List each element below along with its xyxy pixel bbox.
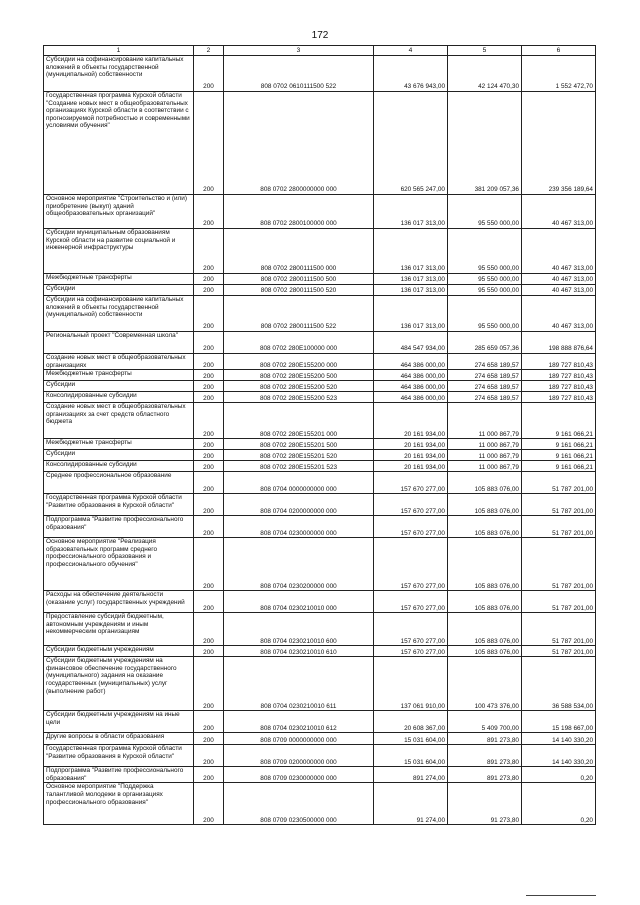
- row-value-4: 157 670 277,00: [374, 613, 448, 646]
- row-value-5: 891 273,80: [448, 745, 522, 767]
- row-kbk: 808 0702 280E155201 500: [224, 439, 374, 450]
- row-code: 200: [194, 392, 224, 403]
- table-row: [44, 657, 596, 711]
- row-name: Субсидии муниципальным образованиям Курской области на развитие социальной и инженерной инфраструктуры: [44, 229, 194, 274]
- row-value-6: 9 161 066,21: [522, 461, 596, 472]
- row-value-6: 239 356 189,64: [522, 92, 596, 195]
- row-code: 200: [194, 285, 224, 296]
- row-value-4: 15 031 604,00: [374, 733, 448, 745]
- row-name: Основное мероприятие "Реализация образовательных программ среднего профессионального образования и профессионального обучения": [44, 538, 194, 591]
- row-value-4: 137 061 910,00: [374, 657, 448, 711]
- row-name: Субсидии бюджетным учреждениям на иные цели: [44, 711, 194, 733]
- row-value-4: 20 161 934,00: [374, 403, 448, 439]
- row-value-6: 189 727 810,43: [522, 370, 596, 381]
- row-kbk: 808 0704 0230000000 000: [224, 516, 374, 538]
- row-value-4: 136 017 313,00: [374, 229, 448, 274]
- table-row: [44, 472, 596, 494]
- row-kbk: 808 0709 0230000000 000: [224, 767, 374, 783]
- row-code: 200: [194, 767, 224, 783]
- row-kbk: 808 0709 0000000000 000: [224, 733, 374, 745]
- table-row: [44, 195, 596, 229]
- table-row: [44, 494, 596, 516]
- row-value-6: 198 888 876,64: [522, 332, 596, 354]
- row-value-5: 95 550 000,00: [448, 274, 522, 285]
- row-value-5: 891 273,80: [448, 767, 522, 783]
- row-value-5: 95 550 000,00: [448, 285, 522, 296]
- row-kbk: 808 0702 280E100000 000: [224, 332, 374, 354]
- row-value-6: 40 467 313,00: [522, 274, 596, 285]
- row-value-6: 40 467 313,00: [522, 296, 596, 332]
- row-value-4: 15 031 604,00: [374, 745, 448, 767]
- row-code: 200: [194, 403, 224, 439]
- row-value-5: 95 550 000,00: [448, 296, 522, 332]
- row-kbk: 808 0702 2800100000 000: [224, 195, 374, 229]
- row-code: 200: [194, 439, 224, 450]
- row-code: 200: [194, 613, 224, 646]
- row-code: 200: [194, 538, 224, 591]
- table-row: [44, 92, 596, 195]
- column-header: 1: [44, 46, 194, 56]
- row-value-6: 189 727 810,43: [522, 354, 596, 370]
- row-value-6: 51 787 201,00: [522, 516, 596, 538]
- table-row: [44, 646, 596, 657]
- table-row: [44, 450, 596, 461]
- row-value-4: 157 670 277,00: [374, 591, 448, 613]
- column-header: 2: [194, 46, 224, 56]
- table-row: [44, 711, 596, 733]
- row-code: 200: [194, 56, 224, 92]
- row-code: 200: [194, 195, 224, 229]
- table-row: [44, 516, 596, 538]
- row-code: 200: [194, 657, 224, 711]
- row-value-4: 136 017 313,00: [374, 195, 448, 229]
- row-value-6: 40 467 313,00: [522, 195, 596, 229]
- row-value-5: 381 209 057,36: [448, 92, 522, 195]
- row-value-5: 11 000 867,79: [448, 461, 522, 472]
- row-kbk: 808 0702 0610111500 522: [224, 56, 374, 92]
- row-value-6: 51 787 201,00: [522, 538, 596, 591]
- row-value-4: 91 274,00: [374, 783, 448, 825]
- row-kbk: 808 0704 0000000000 000: [224, 472, 374, 494]
- row-value-6: 0,20: [522, 783, 596, 825]
- table-row: [44, 461, 596, 472]
- row-name: Субсидии бюджетным учреждениям: [44, 646, 194, 657]
- table-row: [44, 613, 596, 646]
- row-name: Среднее профессиональное образование: [44, 472, 194, 494]
- row-value-6: 36 588 534,00: [522, 657, 596, 711]
- row-name: Расходы на обеспечение деятельности (оказание услуг) государственных учреждений: [44, 591, 194, 613]
- row-value-6: 51 787 201,00: [522, 591, 596, 613]
- row-code: 200: [194, 733, 224, 745]
- row-value-5: 274 658 189,57: [448, 381, 522, 392]
- row-value-4: 891 274,00: [374, 767, 448, 783]
- row-kbk: 808 0702 280E155201 523: [224, 461, 374, 472]
- row-name: Создание новых мест в общеобразовательных организациях за счет средств областного бюджета: [44, 403, 194, 439]
- row-code: 200: [194, 92, 224, 195]
- row-code: 200: [194, 494, 224, 516]
- row-code: 200: [194, 646, 224, 657]
- table-row: [44, 783, 596, 825]
- row-value-5: 274 658 189,57: [448, 370, 522, 381]
- row-value-5: 285 659 057,36: [448, 332, 522, 354]
- table-row: [44, 296, 596, 332]
- table-row: [44, 591, 596, 613]
- row-code: 200: [194, 711, 224, 733]
- row-kbk: 808 0702 280E155201 000: [224, 403, 374, 439]
- column-header: 4: [374, 46, 448, 56]
- row-name: Межбюджетные трансферты: [44, 439, 194, 450]
- row-value-5: 11 000 867,79: [448, 403, 522, 439]
- row-value-5: 105 883 076,00: [448, 538, 522, 591]
- row-value-5: 105 883 076,00: [448, 516, 522, 538]
- table-row: [44, 381, 596, 392]
- page-number: 172: [311, 30, 329, 41]
- row-value-6: 51 787 201,00: [522, 472, 596, 494]
- row-name: Субсидии на софинансирование капитальных вложений в объекты государственной (муниципальной) собственности: [44, 296, 194, 332]
- row-code: 200: [194, 354, 224, 370]
- column-numbers-row: [44, 46, 596, 56]
- row-value-4: 620 565 247,00: [374, 92, 448, 195]
- table-row: [44, 403, 596, 439]
- row-value-4: 157 670 277,00: [374, 538, 448, 591]
- table-row: [44, 767, 596, 783]
- table-body: [44, 46, 596, 825]
- row-value-4: 20 161 934,00: [374, 450, 448, 461]
- column-header: 3: [224, 46, 374, 56]
- row-value-5: 105 883 076,00: [448, 472, 522, 494]
- table-row: [44, 370, 596, 381]
- row-value-5: 100 473 376,00: [448, 657, 522, 711]
- row-kbk: 808 0702 280E155200 500: [224, 370, 374, 381]
- row-code: 200: [194, 370, 224, 381]
- row-value-4: 20 161 934,00: [374, 461, 448, 472]
- row-value-4: 136 017 313,00: [374, 274, 448, 285]
- row-value-6: 51 787 201,00: [522, 646, 596, 657]
- row-value-5: 11 000 867,79: [448, 439, 522, 450]
- row-kbk: 808 0704 0230200000 000: [224, 538, 374, 591]
- row-name: Предоставление субсидий бюджетным, автономным учреждениям и иным некоммерческим организациям: [44, 613, 194, 646]
- row-value-5: 274 658 189,57: [448, 354, 522, 370]
- row-name: Основное мероприятие "Поддержка талантливой молодежи в организациях профессионального образования": [44, 783, 194, 825]
- row-value-5: 95 550 000,00: [448, 229, 522, 274]
- row-name: Субсидии: [44, 381, 194, 392]
- row-kbk: 808 0709 0200000000 000: [224, 745, 374, 767]
- row-name: Основное мероприятие "Строительство и (или) приобретение (выкуп) зданий общеобразовательных организаций": [44, 195, 194, 229]
- row-value-6: 189 727 810,43: [522, 381, 596, 392]
- row-kbk: 808 0702 2800111500 522: [224, 296, 374, 332]
- row-value-5: 11 000 867,79: [448, 450, 522, 461]
- column-header: 5: [448, 46, 522, 56]
- row-value-6: 51 787 201,00: [522, 613, 596, 646]
- row-value-4: 157 670 277,00: [374, 516, 448, 538]
- row-kbk: 808 0702 280E155200 523: [224, 392, 374, 403]
- row-value-4: 157 670 277,00: [374, 494, 448, 516]
- row-kbk: 808 0704 0230210010 611: [224, 657, 374, 711]
- row-value-4: 136 017 313,00: [374, 296, 448, 332]
- row-kbk: 808 0702 2800000000 000: [224, 92, 374, 195]
- row-name: Другие вопросы в области образования: [44, 733, 194, 745]
- row-name: Создание новых мест в общеобразовательных организациях: [44, 354, 194, 370]
- row-value-6: 0,20: [522, 767, 596, 783]
- row-value-6: 9 161 066,21: [522, 450, 596, 461]
- row-value-4: 157 670 277,00: [374, 646, 448, 657]
- row-name: Субсидии: [44, 450, 194, 461]
- row-code: 200: [194, 450, 224, 461]
- row-value-6: 40 467 313,00: [522, 229, 596, 274]
- table-row: [44, 392, 596, 403]
- row-value-4: 464 386 000,00: [374, 370, 448, 381]
- row-kbk: 808 0702 280E155201 520: [224, 450, 374, 461]
- row-code: 200: [194, 274, 224, 285]
- row-kbk: 808 0702 2800111500 500: [224, 274, 374, 285]
- row-code: 200: [194, 783, 224, 825]
- row-name: Государственная программа Курской области "Развитие образования в Курской области": [44, 494, 194, 516]
- row-value-4: 43 676 943,00: [374, 56, 448, 92]
- footer-rule: [526, 895, 596, 896]
- row-kbk: 808 0704 0230210010 000: [224, 591, 374, 613]
- row-kbk: 808 0702 2800111500 000: [224, 229, 374, 274]
- row-code: 200: [194, 516, 224, 538]
- budget-sheet: [43, 45, 595, 825]
- row-value-5: 105 883 076,00: [448, 494, 522, 516]
- row-value-4: 20 161 934,00: [374, 439, 448, 450]
- table-row: [44, 229, 596, 274]
- row-code: 200: [194, 472, 224, 494]
- row-name: Межбюджетные трансферты: [44, 370, 194, 381]
- row-name: Государственная программа Курской области "Создание новых мест в общеобразовательных организациях Курской области в соответствии с прогнозируемой потребностью и современными условиями обучения": [44, 92, 194, 195]
- table-row: [44, 332, 596, 354]
- row-value-5: 42 124 470,30: [448, 56, 522, 92]
- row-code: 200: [194, 296, 224, 332]
- table-row: [44, 285, 596, 296]
- row-value-5: 274 658 189,57: [448, 392, 522, 403]
- table-row: [44, 538, 596, 591]
- budget-table: [43, 45, 596, 825]
- row-value-4: 157 670 277,00: [374, 472, 448, 494]
- row-code: 200: [194, 591, 224, 613]
- row-code: 200: [194, 745, 224, 767]
- row-value-5: 91 273,80: [448, 783, 522, 825]
- row-value-6: 9 161 066,21: [522, 439, 596, 450]
- table-row: [44, 274, 596, 285]
- row-code: 200: [194, 461, 224, 472]
- row-name: Государственная программа Курской области "Развитие образования в Курской области": [44, 745, 194, 767]
- row-value-4: 484 547 934,00: [374, 332, 448, 354]
- table-row: [44, 745, 596, 767]
- row-name: Субсидии: [44, 285, 194, 296]
- row-value-6: 40 467 313,00: [522, 285, 596, 296]
- row-name: Межбюджетные трансферты: [44, 274, 194, 285]
- row-name: Региональный проект "Современная школа": [44, 332, 194, 354]
- row-kbk: 808 0704 0230210010 612: [224, 711, 374, 733]
- table-row: [44, 439, 596, 450]
- row-value-4: 464 386 000,00: [374, 381, 448, 392]
- row-value-5: 95 550 000,00: [448, 195, 522, 229]
- row-value-5: 105 883 076,00: [448, 591, 522, 613]
- row-value-5: 5 409 700,00: [448, 711, 522, 733]
- row-value-6: 1 552 472,70: [522, 56, 596, 92]
- row-kbk: 808 0709 0230500000 000: [224, 783, 374, 825]
- table-row: [44, 733, 596, 745]
- column-header: 6: [522, 46, 596, 56]
- table-row: [44, 56, 596, 92]
- row-name: Консолидированные субсидии: [44, 392, 194, 403]
- row-code: 200: [194, 332, 224, 354]
- row-value-4: 464 386 000,00: [374, 354, 448, 370]
- row-code: 200: [194, 229, 224, 274]
- row-value-5: 105 883 076,00: [448, 613, 522, 646]
- row-value-6: 189 727 810,43: [522, 392, 596, 403]
- row-kbk: 808 0704 0200000000 000: [224, 494, 374, 516]
- row-kbk: 808 0704 0230210010 600: [224, 613, 374, 646]
- row-value-4: 464 386 000,00: [374, 392, 448, 403]
- row-value-6: 14 140 330,20: [522, 733, 596, 745]
- row-kbk: 808 0702 280E155200 520: [224, 381, 374, 392]
- row-name: Подпрограмма "Развитие профессионального образования": [44, 767, 194, 783]
- table-row: [44, 354, 596, 370]
- row-value-6: 15 198 667,00: [522, 711, 596, 733]
- row-value-4: 136 017 313,00: [374, 285, 448, 296]
- row-value-5: 891 273,80: [448, 733, 522, 745]
- row-kbk: 808 0702 2800111500 520: [224, 285, 374, 296]
- row-name: Субсидии на софинансирование капитальных вложений в объекты государственной (муниципальной) собственности: [44, 56, 194, 92]
- row-value-4: 20 608 367,00: [374, 711, 448, 733]
- row-kbk: 808 0702 280E155200 000: [224, 354, 374, 370]
- row-value-6: 51 787 201,00: [522, 494, 596, 516]
- row-kbk: 808 0704 0230210010 610: [224, 646, 374, 657]
- row-name: Консолидированные субсидии: [44, 461, 194, 472]
- row-value-6: 14 140 330,20: [522, 745, 596, 767]
- row-name: Подпрограмма "Развитие профессионального образования": [44, 516, 194, 538]
- row-code: 200: [194, 381, 224, 392]
- row-value-5: 105 883 076,00: [448, 646, 522, 657]
- row-value-6: 9 161 066,21: [522, 403, 596, 439]
- row-name: Субсидии бюджетным учреждениям на финансовое обеспечение государственного (муниципального) задания на оказание государственных (муниципальных) услуг (выполнение работ): [44, 657, 194, 711]
